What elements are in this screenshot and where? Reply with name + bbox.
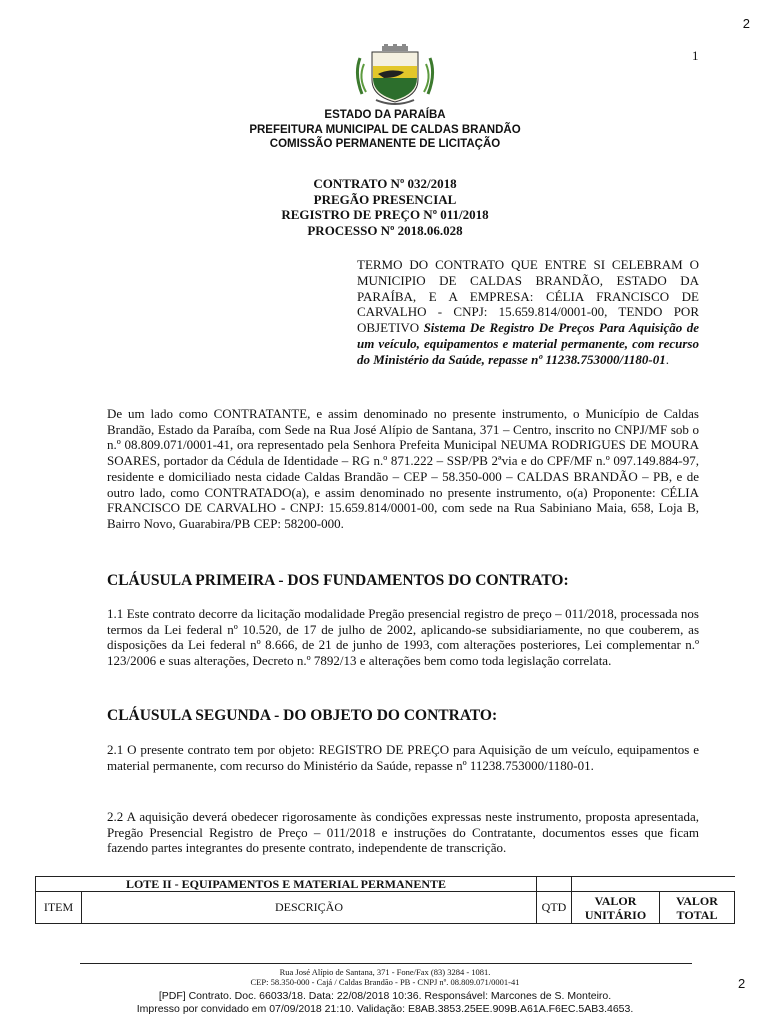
- clause-1-title: CLÁUSULA PRIMEIRA - DOS FUNDAMENTOS DO CONTRATO:: [107, 572, 569, 589]
- footer-address-line1: Rua José Alípio de Santana, 371 - Fone/Fax (83) 3284 - 1081.: [279, 967, 491, 977]
- intro-paragraph: De um lado como CONTRATANTE, e assim denominado no presente instrumento, o Município de Caldas Brandão, Estado da Paraíba, com Sede na Rua José Alípio de Santana, 371 – Centro, inscrito no CNPJ/MF sob o n.º 08.809.071/0001-41, ora representado pela Senhora Prefeita Municipal NEUMA RODRIGUES DE MOURA SOARES, portador da Cédula de Identidade – RG n.º 871.222 – SSP/PB 2ªvia e do CPF/MF n.º 097.149.884-97, residente e domiciliado nesta cidade Caldas Brandão – CEP – 58.350-000 – CALDAS BRANDÃO – PB, e de outro lado, como CONTRATADO(a), e assim denominado no presente instrumento, o(a) Proponente: CÉLIA FRANCISCO DE CARVALHO - CNPJ: 15.659.814/0001-00, com sede na Rua Sabiniano Maia, 658, Loja B, Bairro Novo, Guarabira/PB CEP: 58200-000.: [107, 406, 699, 531]
- termo-objective: Sistema De Registro De Preços Para Aquisição de um veículo, equipamentos e material permanente, com recurso do Ministério da Saúde, repasse nº 11238.753000/1180-01: [357, 320, 699, 367]
- header-valor-unitario-line2: UNITÁRIO: [584, 907, 647, 922]
- lote-title: LOTE II - EQUIPAMENTOS E MATERIAL PERMANENTE: [36, 877, 537, 892]
- header-valor-total: [660, 892, 735, 924]
- termo-do-contrato: [357, 257, 699, 368]
- footer-address: [0, 967, 770, 987]
- contract-registro: REGISTRO DE PREÇO Nº 011/2018: [281, 207, 489, 222]
- footer-pdf-line2: Impresso por convidado em 07/09/2018 21:10. Validação: E8AB.3853.25EE.909B.A61A.F6EC.5AB3.4653.: [136, 1002, 634, 1015]
- clause-2-title: CLÁUSULA SEGUNDA - DO OBJETO DO CONTRATO:: [107, 707, 498, 724]
- header-qtd: QTD: [537, 892, 572, 924]
- letterhead-prefeitura: PREFEITURA MUNICIPAL DE CALDAS BRANDÃO: [249, 123, 521, 136]
- page-number-bottom: 2: [738, 976, 746, 991]
- page-number-top: 2: [742, 16, 750, 31]
- letterhead-state: ESTADO DA PARAÍBA: [324, 109, 446, 121]
- lote-title-blank-1: [572, 877, 660, 892]
- footer-pdf-line1: [PDF] Contrato. Doc. 66033/18. Data: 22/08/2018 10:36. Responsável: Marcones de S. Monteiro.: [158, 990, 612, 1002]
- header-item: ITEM: [36, 892, 82, 924]
- lote-title-blank-2: [660, 877, 735, 892]
- header-descricao: DESCRIÇÃO: [82, 892, 537, 924]
- clause-1-paragraph-1: 1.1 Este contrato decorre da licitação modalidade Pregão presencial registro de preço – 011/2018, processada nos termos da Lei federal nº 10.520, de 17 de julho de 2002, aplicando-se subsidiariamente, no que couberem, as disposições da Lei federal nº 8.666, de 21 de junho de 1993, com alterações posteriores, Lei complementar n.º 123/2006 e suas alterações, Decreto n.º 7892/13 e alterações bem como toda legislação correlata.: [107, 606, 699, 669]
- clause-2-paragraph-2: 2.2 A aquisição deverá obedecer rigorosamente às condições expressas neste instrumento, proposta apresentada, Pregão Presencial Registro de Preço – 011/2018 e instruções do Contratante, documentos esses que ficam fazendo partes integrantes do presente contrato, independente de transcrição.: [107, 809, 699, 856]
- header-valor-unitario-line1: VALOR: [594, 893, 637, 908]
- contract-processo: PROCESSO Nº 2018.06.028: [307, 222, 463, 238]
- lote-title-qtd-cell: [537, 877, 572, 892]
- termo-end: .: [665, 351, 669, 367]
- letterhead-comissao: COMISSÃO PERMANENTE DE LICITAÇÃO: [269, 138, 501, 150]
- footer-address-line2: CEP: 58.350-000 - Cajá / Caldas Brandão - PB - CNPJ nº. 08.809.071/0001-41: [250, 977, 520, 987]
- header-valor-total-line1: VALOR: [676, 893, 718, 908]
- footer-divider: [80, 963, 692, 964]
- termo-text: TERMO DO CONTRATO QUE ENTRE SI CELEBRAM O MUNICIPIO DE CALDAS BRANDÃO, ESTADO DA PARAÍBA, E A EMPRESA: CÉLIA FRANCISCO DE CARVALHO - CNPJ: 15.659.814/0001-00, TENDO POR OBJETIVO: [357, 257, 699, 336]
- letterhead: [0, 108, 770, 152]
- footer-pdf-stamp: [0, 990, 770, 1015]
- contract-title-block: [0, 176, 770, 238]
- header-valor-unitario: [572, 892, 660, 924]
- header-valor-total-line2: TOTAL: [676, 907, 718, 922]
- contract-number: CONTRATO Nº 032/2018: [313, 176, 457, 191]
- items-table: [35, 876, 735, 924]
- clause-2-paragraph-1: 2.1 O presente contrato tem por objeto: REGISTRO DE PREÇO para Aquisição de um veículo, equipamentos e material permanente, com recurso do Ministério da Saúde, repasse nº 11238.753000/1180-01.: [107, 742, 699, 773]
- coat-of-arms-icon: [354, 44, 436, 106]
- page-number-inner: 1: [692, 48, 699, 63]
- contract-modality: PREGÃO PRESENCIAL: [313, 191, 457, 207]
